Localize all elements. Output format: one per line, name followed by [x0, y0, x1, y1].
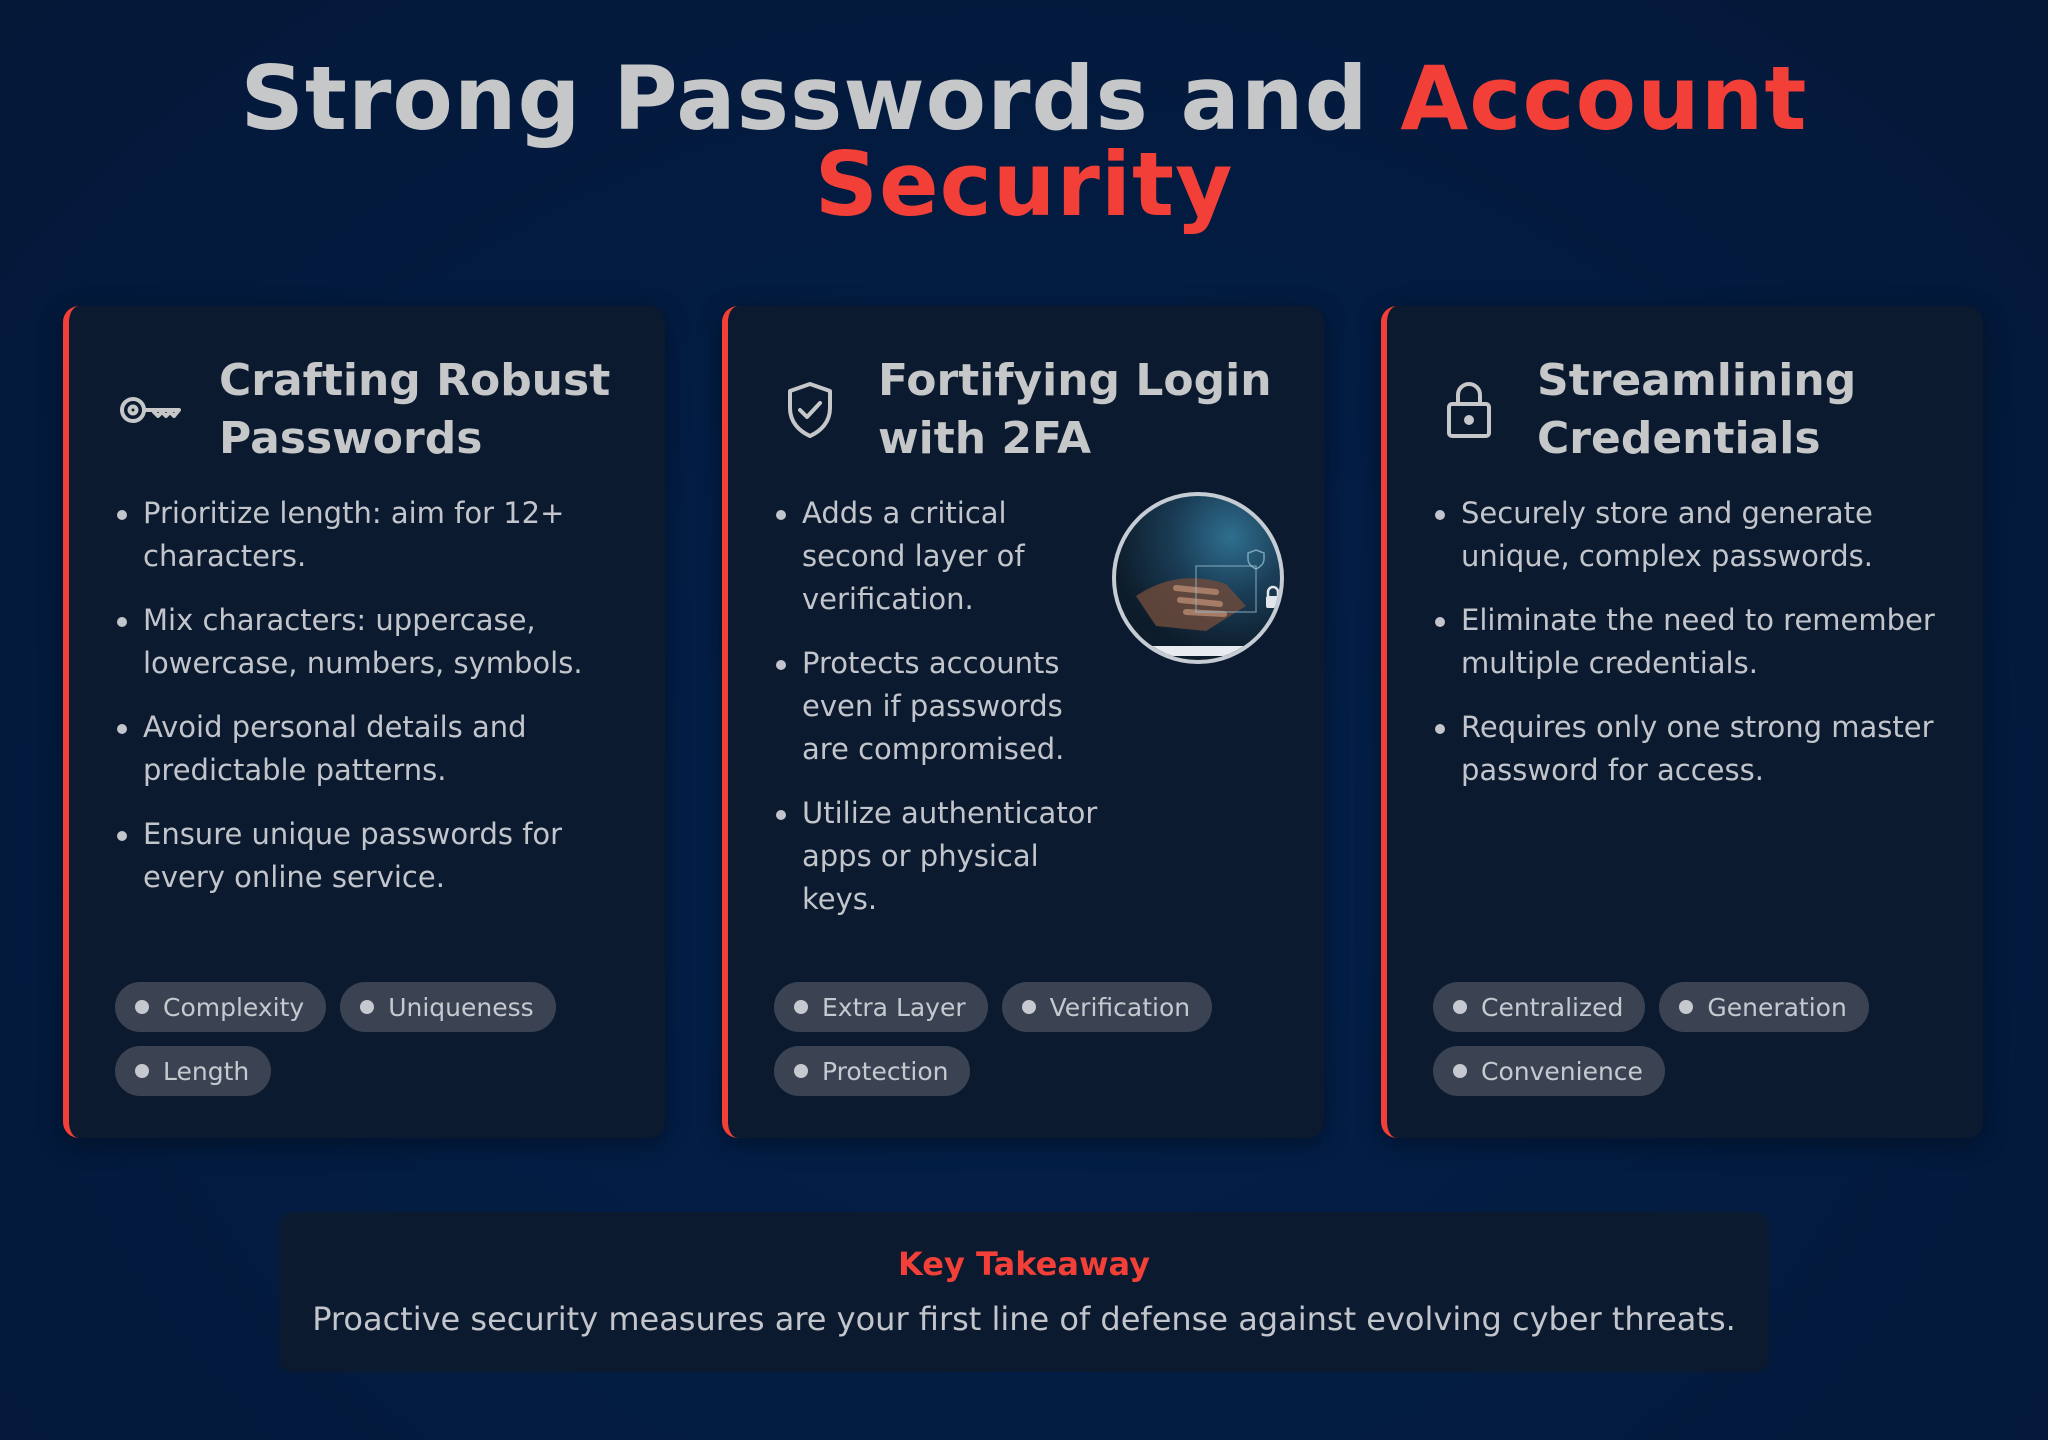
tag-list: [115, 982, 635, 1096]
shield-check-icon: [774, 374, 846, 446]
tag-label: Complexity: [163, 992, 305, 1022]
bullet-list: [774, 492, 1104, 942]
dot-icon: [794, 1000, 808, 1014]
dot-icon: [1022, 1000, 1036, 1014]
card-header: [115, 352, 639, 468]
card-title: Crafting Robust Passwords: [219, 355, 611, 464]
lock-icon: [1433, 374, 1505, 446]
card-passwords: [63, 306, 665, 1138]
list-item: Eliminate the need to remember multiple credentials.: [1433, 599, 1953, 685]
bullet-list: [115, 492, 635, 920]
card-header: [774, 352, 1298, 468]
takeaway-title: Key Takeaway: [898, 1245, 1150, 1283]
security-photo: [1112, 492, 1284, 664]
list-item: Avoid personal details and predictable patterns.: [115, 706, 635, 792]
dot-icon: [1453, 1000, 1467, 1014]
list-item: Prioritize length: aim for 12+ characters.: [115, 492, 635, 578]
card-header: [1433, 352, 1957, 468]
list-item: Adds a critical second layer of verification.: [774, 492, 1104, 621]
list-item: Ensure unique passwords for every online service.: [115, 813, 635, 899]
tag-generation: [1659, 982, 1868, 1032]
tag-extra-layer: [774, 982, 988, 1032]
tag-complexity: [115, 982, 326, 1032]
card-credentials: [1381, 306, 1983, 1138]
tag-list: [774, 982, 1294, 1096]
dot-icon: [794, 1064, 808, 1078]
list-item: Utilize authenticator apps or physical keys.: [774, 792, 1104, 921]
card-title: Fortifying Login with 2FA: [878, 355, 1272, 464]
tag-uniqueness: [340, 982, 555, 1032]
list-item: Securely store and generate unique, complex passwords.: [1433, 492, 1953, 578]
bullet-list: [1433, 492, 1953, 813]
tag-verification: [1002, 982, 1212, 1032]
page-title: [0, 47, 2048, 236]
tag-label: Uniqueness: [388, 992, 534, 1022]
dot-icon: [1679, 1000, 1693, 1014]
key-takeaway-box: [279, 1212, 1769, 1372]
tag-protection: [774, 1046, 970, 1096]
list-item: Mix characters: uppercase, lowercase, numbers, symbols.: [115, 599, 635, 685]
list-item: Protects accounts even if passwords are compromised.: [774, 642, 1104, 771]
title-main: Strong Passwords and: [240, 47, 1401, 150]
tag-label: Generation: [1707, 992, 1847, 1022]
takeaway-text: Proactive security measures are your first line of defense against evolving cyber threats.: [312, 1300, 1736, 1338]
dot-icon: [135, 1064, 149, 1078]
card-title: Streamlining Credentials: [1537, 355, 1857, 464]
dot-icon: [1453, 1064, 1467, 1078]
tag-convenience: [1433, 1046, 1665, 1096]
key-icon: [115, 374, 187, 446]
tag-label: Verification: [1049, 992, 1191, 1022]
tag-length: [115, 1046, 271, 1096]
title-accent-2: Security: [814, 133, 1234, 236]
list-item: Requires only one strong master password for access.: [1433, 706, 1953, 792]
tag-centralized: [1433, 982, 1645, 1032]
tag-label: Length: [163, 1056, 250, 1086]
dot-icon: [360, 1000, 374, 1014]
tag-label: Extra Layer: [822, 992, 966, 1022]
tag-label: Protection: [822, 1056, 949, 1086]
tag-label: Convenience: [1481, 1056, 1643, 1086]
dot-icon: [135, 1000, 149, 1014]
tag-label: Centralized: [1481, 992, 1624, 1022]
title-accent-1: Account: [1400, 47, 1808, 150]
tag-list: [1433, 982, 1953, 1096]
card-2fa: [722, 306, 1324, 1138]
